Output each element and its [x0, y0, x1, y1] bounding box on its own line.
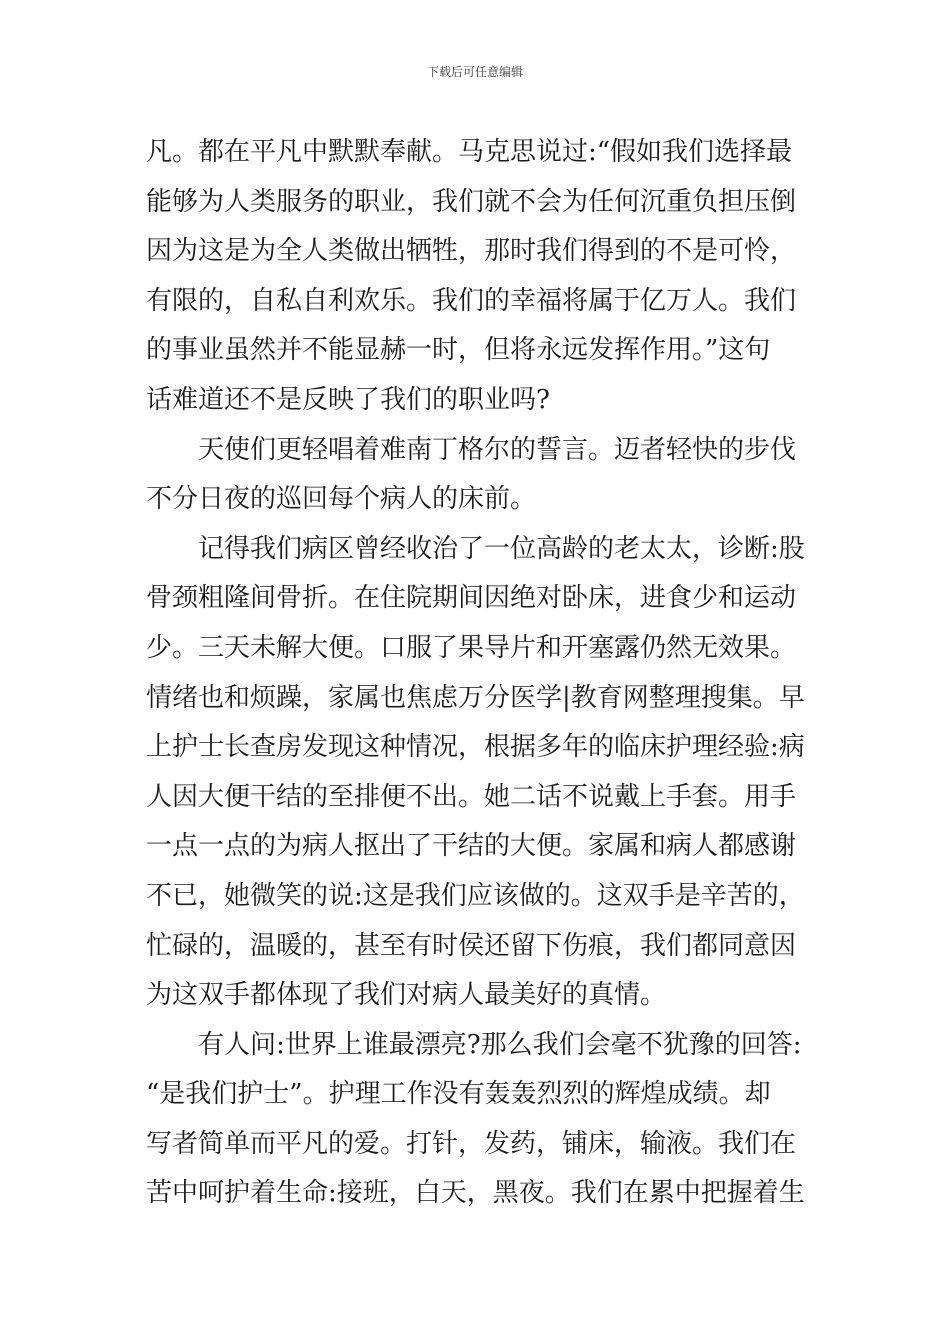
text-line: 凡。都在平凡中默默奉献。马克思说过:“假如我们选择最 [146, 137, 793, 167]
text-line: 记得我们病区曾经收治了一位高龄的老太太，诊断:股 [198, 533, 805, 564]
text-line: 能够为人类服务的职业，我们就不会为任何沉重负担压倒 [146, 186, 797, 217]
text-line: 少。三天未解大便。口服了果导片和开塞露仍然无效果。 [146, 632, 797, 663]
text-line: 情绪也和烦躁，家属也焦虑万分医学|教育网整理搜集。早 [146, 682, 805, 713]
text-line: 写者简单而平凡的爱。打针，发药，铺床，输液。我们在 [146, 1128, 797, 1159]
text-line: 一点一点的为病人抠出了干结的大便。家属和病人都感谢 [146, 831, 797, 862]
text-line: 不已，她微笑的说:这是我们应该做的。这双手是辛苦的， [146, 880, 805, 911]
text-line: 上护士长查房发现这种情况，根据多年的临床护理经验:病 [146, 732, 805, 763]
text-line: 忙碌的，温暖的，甚至有时侯还留下伤痕，我们都同意因 [146, 930, 797, 961]
document-body [146, 128, 826, 1219]
text-line: 骨颈粗隆间骨折。在住院期间因绝对卧床，进食少和运动 [146, 583, 797, 614]
text-line: 人因大便干结的至排便不出。她二话不说戴上手套。用手 [146, 781, 797, 812]
text-line: 有人问:世界上谁最漂亮?那么我们会毫不犹豫的回答: [198, 1029, 802, 1060]
text-line: 话难道还不是反映了我们的职业吗? [146, 384, 550, 415]
text-line: 有限的，自私自利欢乐。我们的幸福将属于亿万人。我们 [146, 285, 797, 316]
page-header: 下载后可任意编辑 [426, 65, 523, 79]
text-line: “是我们护士”。护理工作没有轰轰烈烈的辉煌成绩。却 [146, 1079, 771, 1110]
text-line: 苦中呵护着生命:接班，白天，黑夜。我们在累中把握着生 [146, 1178, 805, 1209]
text-line: 为这双手都体现了我们对病人最美好的真情。 [146, 980, 667, 1011]
text-line: 因为这是为全人类做出牺牲，那时我们得到的不是可怜， [146, 236, 797, 267]
text-line: 的事业虽然并不能显赫一时，但将永远发挥作用。”这句 [146, 335, 771, 366]
text-line: 天使们更轻唱着难南丁格尔的誓言。迈者轻快的步伐 [198, 434, 797, 465]
text-line: 不分日夜的巡回每个病人的床前。 [146, 484, 537, 515]
